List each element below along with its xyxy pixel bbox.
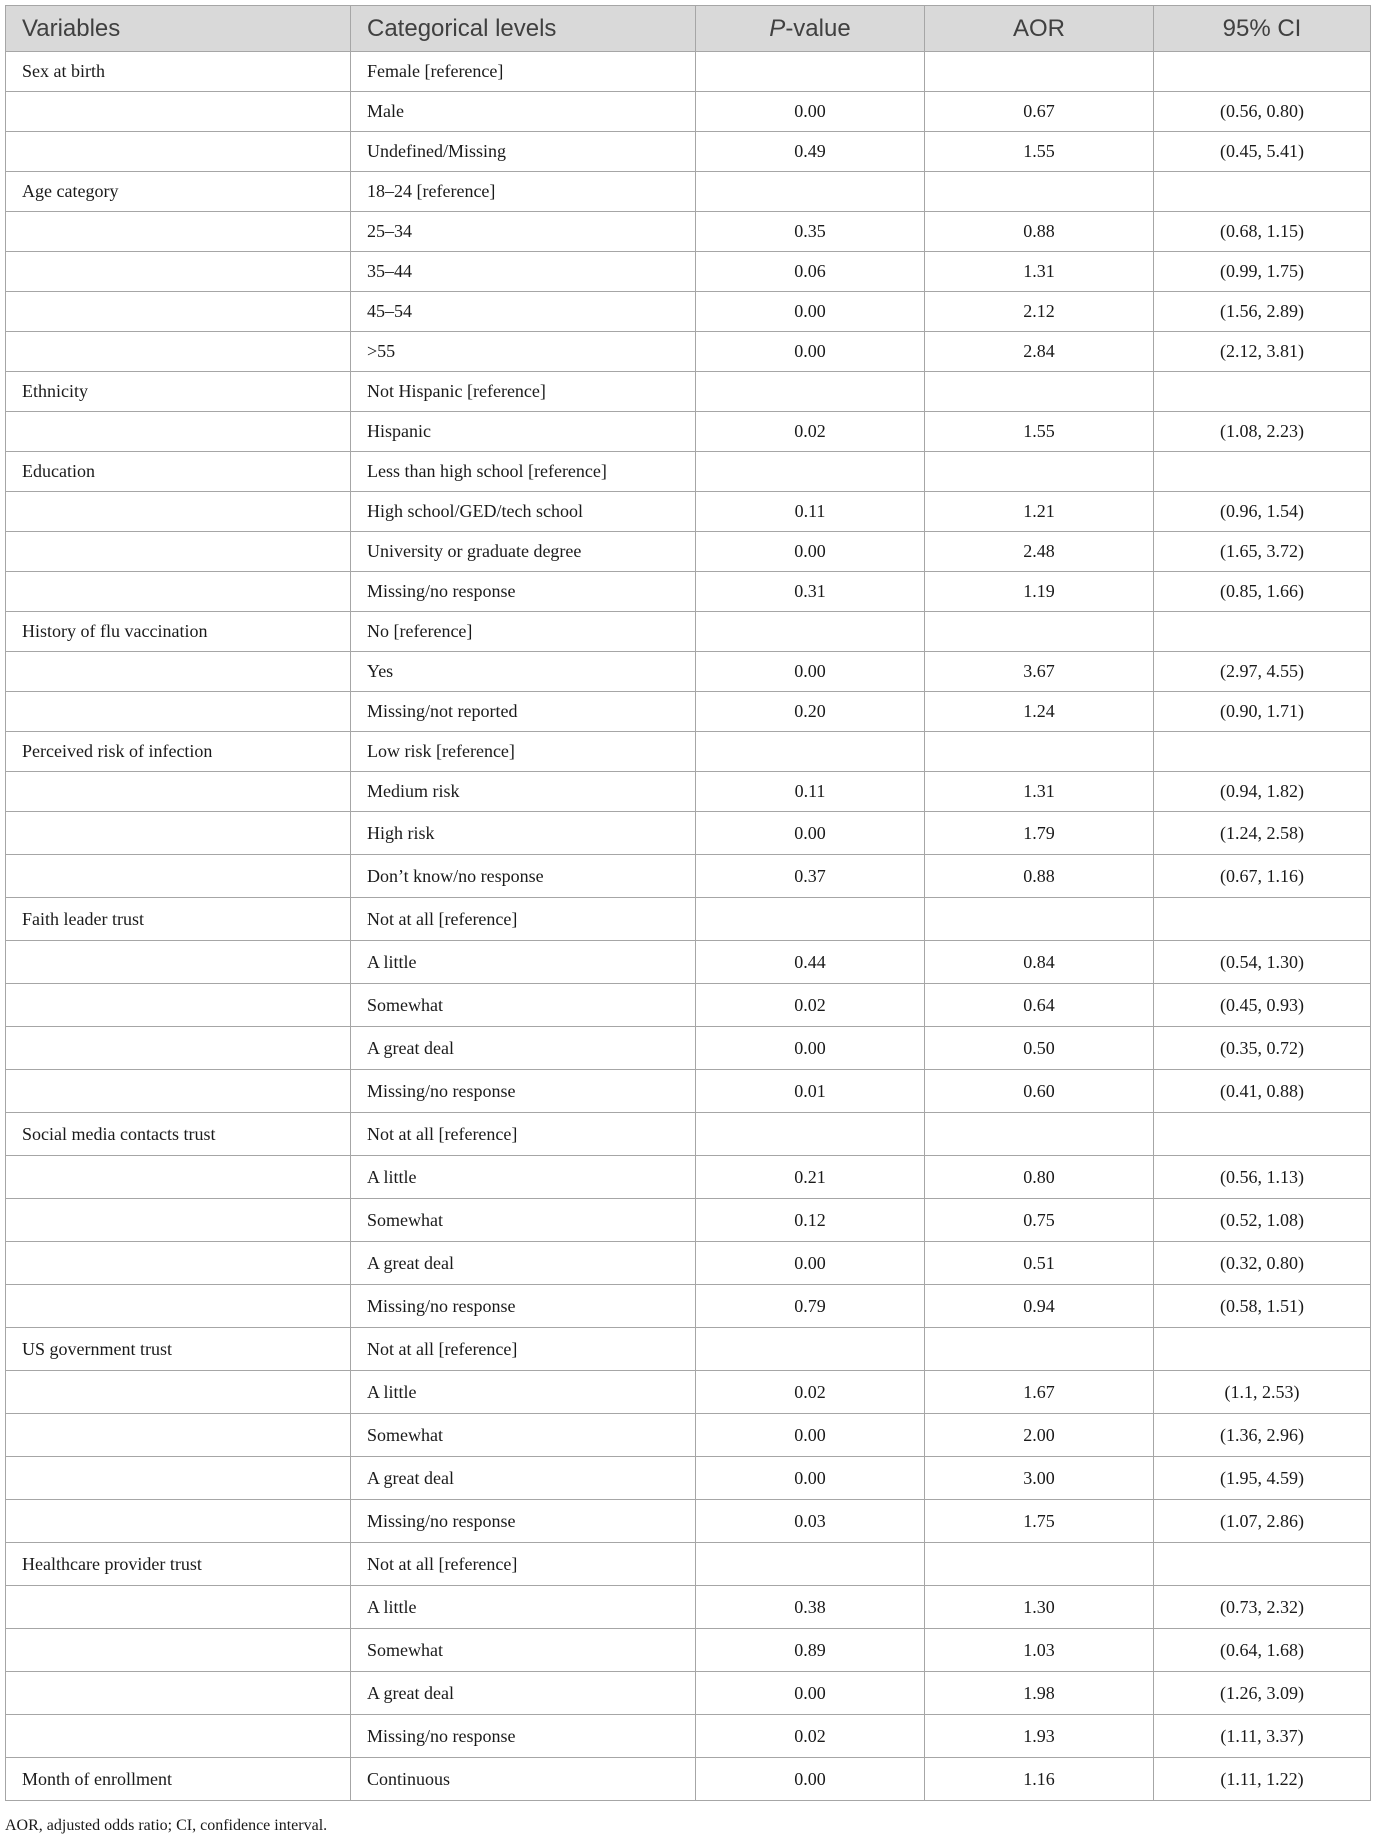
cell-categorical-level: 25–34 [351, 212, 696, 252]
cell-95-ci: (0.35, 0.72) [1154, 1027, 1371, 1070]
cell-categorical-level: No [reference] [351, 612, 696, 652]
cell-aor: 1.30 [925, 1586, 1154, 1629]
table-row [6, 1113, 1371, 1156]
cell-variable [6, 1500, 351, 1543]
header-95-ci: 95% CI [1154, 6, 1371, 52]
cell-aor: 0.88 [925, 212, 1154, 252]
table-row [6, 898, 1371, 941]
table-row [6, 1199, 1371, 1242]
cell-categorical-level: Don’t know/no response [351, 855, 696, 898]
header-categorical-levels: Categorical levels [351, 6, 696, 52]
regression-results-table [5, 5, 1371, 1801]
table-row [6, 372, 1371, 412]
cell-variable [6, 855, 351, 898]
table-row [6, 132, 1371, 172]
cell-categorical-level: Low risk [reference] [351, 732, 696, 772]
cell-categorical-level: 45–54 [351, 292, 696, 332]
cell-variable: US government trust [6, 1328, 351, 1371]
cell-aor: 2.12 [925, 292, 1154, 332]
table-row [6, 855, 1371, 898]
cell-variable: Month of enrollment [6, 1758, 351, 1801]
cell-95-ci: (0.45, 5.41) [1154, 132, 1371, 172]
table-row [6, 1672, 1371, 1715]
cell-95-ci: (0.67, 1.16) [1154, 855, 1371, 898]
cell-aor: 1.75 [925, 1500, 1154, 1543]
cell-categorical-level: A great deal [351, 1672, 696, 1715]
table-row [6, 252, 1371, 292]
cell-variable [6, 1672, 351, 1715]
table-row [6, 92, 1371, 132]
table-header-row [6, 6, 1371, 52]
table-row [6, 732, 1371, 772]
cell-95-ci: (1.11, 3.37) [1154, 1715, 1371, 1758]
cell-aor: 2.00 [925, 1414, 1154, 1457]
cell-categorical-level: Male [351, 92, 696, 132]
cell-categorical-level: Continuous [351, 1758, 696, 1801]
cell-categorical-level: Undefined/Missing [351, 132, 696, 172]
cell-p-value: 0.00 [696, 1758, 925, 1801]
cell-aor: 2.48 [925, 532, 1154, 572]
cell-p-value: 0.00 [696, 532, 925, 572]
cell-variable [6, 1629, 351, 1672]
table-row [6, 1242, 1371, 1285]
cell-p-value: 0.00 [696, 1457, 925, 1500]
cell-aor: 1.93 [925, 1715, 1154, 1758]
cell-p-value [696, 1113, 925, 1156]
cell-p-value [696, 452, 925, 492]
cell-p-value [696, 1543, 925, 1586]
cell-p-value: 0.37 [696, 855, 925, 898]
cell-95-ci: (1.56, 2.89) [1154, 292, 1371, 332]
cell-variable [6, 812, 351, 855]
cell-95-ci: (0.52, 1.08) [1154, 1199, 1371, 1242]
cell-variable [6, 1242, 351, 1285]
cell-p-value: 0.00 [696, 1414, 925, 1457]
cell-categorical-level: Less than high school [reference] [351, 452, 696, 492]
cell-variable [6, 1070, 351, 1113]
cell-categorical-level: A great deal [351, 1457, 696, 1500]
cell-categorical-level: Not at all [reference] [351, 898, 696, 941]
cell-aor: 1.19 [925, 572, 1154, 612]
table-row [6, 1285, 1371, 1328]
cell-variable [6, 1586, 351, 1629]
cell-p-value [696, 1328, 925, 1371]
cell-95-ci: (0.64, 1.68) [1154, 1629, 1371, 1672]
cell-p-value: 0.20 [696, 692, 925, 732]
cell-p-value: 0.31 [696, 572, 925, 612]
cell-p-value: 0.21 [696, 1156, 925, 1199]
cell-95-ci: (0.45, 0.93) [1154, 984, 1371, 1027]
cell-p-value: 0.06 [696, 252, 925, 292]
table-row [6, 532, 1371, 572]
cell-aor [925, 52, 1154, 92]
cell-variable [6, 1715, 351, 1758]
cell-95-ci: (0.54, 1.30) [1154, 941, 1371, 984]
cell-aor: 0.94 [925, 1285, 1154, 1328]
table-body [6, 52, 1371, 1801]
header-p-suffix: -value [785, 14, 851, 42]
cell-variable [6, 532, 351, 572]
table-row [6, 772, 1371, 812]
cell-categorical-level: High risk [351, 812, 696, 855]
cell-p-value: 0.02 [696, 412, 925, 452]
cell-categorical-level: High school/GED/tech school [351, 492, 696, 532]
table-row [6, 1156, 1371, 1199]
cell-categorical-level: 35–44 [351, 252, 696, 292]
cell-95-ci: (0.90, 1.71) [1154, 692, 1371, 732]
cell-variable [6, 772, 351, 812]
cell-variable: Perceived risk of infection [6, 732, 351, 772]
table-row [6, 984, 1371, 1027]
cell-aor: 1.67 [925, 1371, 1154, 1414]
cell-aor: 3.67 [925, 652, 1154, 692]
table-row [6, 212, 1371, 252]
cell-categorical-level: Missing/no response [351, 572, 696, 612]
cell-p-value: 0.79 [696, 1285, 925, 1328]
cell-aor [925, 1113, 1154, 1156]
cell-p-value: 0.00 [696, 652, 925, 692]
cell-aor: 0.60 [925, 1070, 1154, 1113]
cell-categorical-level: A great deal [351, 1027, 696, 1070]
cell-variable [6, 332, 351, 372]
table-row [6, 812, 1371, 855]
table-row [6, 1500, 1371, 1543]
cell-p-value [696, 898, 925, 941]
table-row [6, 492, 1371, 532]
cell-95-ci [1154, 1113, 1371, 1156]
cell-p-value: 0.00 [696, 1672, 925, 1715]
cell-aor: 1.31 [925, 772, 1154, 812]
cell-95-ci: (0.68, 1.15) [1154, 212, 1371, 252]
cell-variable [6, 941, 351, 984]
cell-categorical-level: Somewhat [351, 984, 696, 1027]
cell-categorical-level: A great deal [351, 1242, 696, 1285]
cell-95-ci: (1.07, 2.86) [1154, 1500, 1371, 1543]
cell-aor: 1.16 [925, 1758, 1154, 1801]
cell-variable [6, 692, 351, 732]
cell-p-value: 0.12 [696, 1199, 925, 1242]
cell-aor: 0.67 [925, 92, 1154, 132]
cell-p-value: 0.00 [696, 1242, 925, 1285]
cell-aor: 1.31 [925, 252, 1154, 292]
table-row [6, 1027, 1371, 1070]
cell-p-value: 0.89 [696, 1629, 925, 1672]
cell-p-value [696, 172, 925, 212]
cell-variable: History of flu vaccination [6, 612, 351, 652]
cell-variable [6, 984, 351, 1027]
cell-categorical-level: Somewhat [351, 1414, 696, 1457]
cell-aor: 0.64 [925, 984, 1154, 1027]
cell-aor: 0.75 [925, 1199, 1154, 1242]
cell-p-value: 0.00 [696, 1027, 925, 1070]
cell-variable [6, 1156, 351, 1199]
cell-p-value: 0.02 [696, 984, 925, 1027]
cell-categorical-level: Somewhat [351, 1629, 696, 1672]
table-row [6, 52, 1371, 92]
cell-95-ci [1154, 172, 1371, 212]
cell-variable: Sex at birth [6, 52, 351, 92]
cell-aor [925, 452, 1154, 492]
cell-categorical-level: Not Hispanic [reference] [351, 372, 696, 412]
cell-categorical-level: Somewhat [351, 1199, 696, 1242]
cell-categorical-level: A little [351, 1586, 696, 1629]
table-row [6, 941, 1371, 984]
cell-categorical-level: 18–24 [reference] [351, 172, 696, 212]
cell-aor [925, 732, 1154, 772]
cell-variable [6, 1285, 351, 1328]
cell-95-ci: (0.56, 1.13) [1154, 1156, 1371, 1199]
cell-categorical-level: A little [351, 941, 696, 984]
table-row [6, 1629, 1371, 1672]
cell-p-value: 0.38 [696, 1586, 925, 1629]
cell-categorical-level: Missing/not reported [351, 692, 696, 732]
cell-95-ci: (1.65, 3.72) [1154, 532, 1371, 572]
cell-variable [6, 572, 351, 612]
table-row [6, 652, 1371, 692]
cell-aor: 1.79 [925, 812, 1154, 855]
cell-p-value: 0.44 [696, 941, 925, 984]
cell-95-ci [1154, 452, 1371, 492]
table-row [6, 1328, 1371, 1371]
cell-95-ci: (1.36, 2.96) [1154, 1414, 1371, 1457]
cell-p-value [696, 52, 925, 92]
cell-95-ci: (0.56, 0.80) [1154, 92, 1371, 132]
cell-variable [6, 1199, 351, 1242]
table-row [6, 1414, 1371, 1457]
cell-categorical-level: Missing/no response [351, 1285, 696, 1328]
cell-categorical-level: A little [351, 1156, 696, 1199]
cell-aor [925, 1328, 1154, 1371]
cell-95-ci [1154, 612, 1371, 652]
cell-aor: 0.84 [925, 941, 1154, 984]
cell-categorical-level: >55 [351, 332, 696, 372]
cell-95-ci [1154, 898, 1371, 941]
cell-variable [6, 1414, 351, 1457]
table-row [6, 332, 1371, 372]
header-p-italic: P [769, 14, 786, 42]
cell-aor: 0.80 [925, 1156, 1154, 1199]
cell-aor [925, 1543, 1154, 1586]
cell-variable: Education [6, 452, 351, 492]
cell-p-value: 0.00 [696, 332, 925, 372]
cell-variable [6, 132, 351, 172]
cell-95-ci: (1.26, 3.09) [1154, 1672, 1371, 1715]
cell-categorical-level: Missing/no response [351, 1070, 696, 1113]
results-table-container [5, 5, 1370, 1801]
cell-95-ci: (0.41, 0.88) [1154, 1070, 1371, 1113]
cell-variable [6, 1371, 351, 1414]
cell-variable [6, 412, 351, 452]
cell-variable: Faith leader trust [6, 898, 351, 941]
table-row [6, 412, 1371, 452]
cell-aor: 1.03 [925, 1629, 1154, 1672]
cell-aor: 0.50 [925, 1027, 1154, 1070]
cell-p-value: 0.00 [696, 812, 925, 855]
cell-p-value: 0.11 [696, 492, 925, 532]
cell-aor: 2.84 [925, 332, 1154, 372]
cell-aor [925, 372, 1154, 412]
cell-95-ci: (0.73, 2.32) [1154, 1586, 1371, 1629]
cell-95-ci [1154, 372, 1371, 412]
cell-p-value [696, 612, 925, 652]
cell-categorical-level: University or graduate degree [351, 532, 696, 572]
cell-95-ci [1154, 1328, 1371, 1371]
cell-95-ci: (1.11, 1.22) [1154, 1758, 1371, 1801]
table-row [6, 1758, 1371, 1801]
cell-variable [6, 92, 351, 132]
cell-variable: Social media contacts trust [6, 1113, 351, 1156]
cell-p-value [696, 372, 925, 412]
cell-aor: 1.98 [925, 1672, 1154, 1715]
cell-95-ci: (2.97, 4.55) [1154, 652, 1371, 692]
table-row [6, 692, 1371, 732]
cell-p-value: 0.35 [696, 212, 925, 252]
table-row [6, 1715, 1371, 1758]
cell-95-ci: (0.32, 0.80) [1154, 1242, 1371, 1285]
cell-aor [925, 612, 1154, 652]
cell-95-ci: (2.12, 3.81) [1154, 332, 1371, 372]
cell-p-value: 0.02 [696, 1715, 925, 1758]
table-row [6, 1586, 1371, 1629]
cell-95-ci: (0.58, 1.51) [1154, 1285, 1371, 1328]
cell-categorical-level: Hispanic [351, 412, 696, 452]
cell-p-value: 0.03 [696, 1500, 925, 1543]
cell-categorical-level: Not at all [reference] [351, 1328, 696, 1371]
cell-variable: Ethnicity [6, 372, 351, 412]
cell-categorical-level: Not at all [reference] [351, 1543, 696, 1586]
cell-categorical-level: Missing/no response [351, 1715, 696, 1758]
cell-variable [6, 1457, 351, 1500]
cell-p-value [696, 732, 925, 772]
cell-aor: 0.88 [925, 855, 1154, 898]
cell-aor [925, 172, 1154, 212]
table-row [6, 1543, 1371, 1586]
table-row [6, 452, 1371, 492]
header-p-value [696, 6, 925, 52]
cell-p-value: 0.00 [696, 92, 925, 132]
cell-variable [6, 212, 351, 252]
table-footnote: AOR, adjusted odds ratio; CI, confidence interval. [5, 1817, 328, 1834]
cell-p-value: 0.49 [696, 132, 925, 172]
cell-variable [6, 1027, 351, 1070]
cell-95-ci [1154, 52, 1371, 92]
cell-95-ci: (1.24, 2.58) [1154, 812, 1371, 855]
cell-95-ci [1154, 732, 1371, 772]
table-row [6, 172, 1371, 212]
cell-95-ci: (0.94, 1.82) [1154, 772, 1371, 812]
cell-p-value: 0.00 [696, 292, 925, 332]
cell-aor: 3.00 [925, 1457, 1154, 1500]
cell-variable [6, 292, 351, 332]
cell-aor: 1.55 [925, 132, 1154, 172]
header-aor: AOR [925, 6, 1154, 52]
cell-categorical-level: A little [351, 1371, 696, 1414]
cell-aor: 1.21 [925, 492, 1154, 532]
cell-categorical-level: Not at all [reference] [351, 1113, 696, 1156]
table-row [6, 1371, 1371, 1414]
cell-95-ci: (1.08, 2.23) [1154, 412, 1371, 452]
cell-categorical-level: Female [reference] [351, 52, 696, 92]
cell-aor [925, 898, 1154, 941]
cell-p-value: 0.11 [696, 772, 925, 812]
cell-p-value: 0.02 [696, 1371, 925, 1414]
cell-95-ci: (0.99, 1.75) [1154, 252, 1371, 292]
cell-95-ci: (1.95, 4.59) [1154, 1457, 1371, 1500]
table-row [6, 572, 1371, 612]
cell-95-ci: (0.96, 1.54) [1154, 492, 1371, 532]
cell-categorical-level: Yes [351, 652, 696, 692]
cell-p-value: 0.01 [696, 1070, 925, 1113]
table-row [6, 1457, 1371, 1500]
cell-aor: 1.55 [925, 412, 1154, 452]
cell-variable [6, 492, 351, 532]
table-row [6, 292, 1371, 332]
table-row [6, 612, 1371, 652]
cell-variable: Healthcare provider trust [6, 1543, 351, 1586]
cell-categorical-level: Medium risk [351, 772, 696, 812]
cell-categorical-level: Missing/no response [351, 1500, 696, 1543]
cell-variable [6, 252, 351, 292]
cell-95-ci: (1.1, 2.53) [1154, 1371, 1371, 1414]
cell-95-ci: (0.85, 1.66) [1154, 572, 1371, 612]
cell-aor: 0.51 [925, 1242, 1154, 1285]
table-row [6, 1070, 1371, 1113]
cell-variable [6, 652, 351, 692]
header-variables: Variables [6, 6, 351, 52]
cell-95-ci [1154, 1543, 1371, 1586]
cell-variable: Age category [6, 172, 351, 212]
cell-aor: 1.24 [925, 692, 1154, 732]
